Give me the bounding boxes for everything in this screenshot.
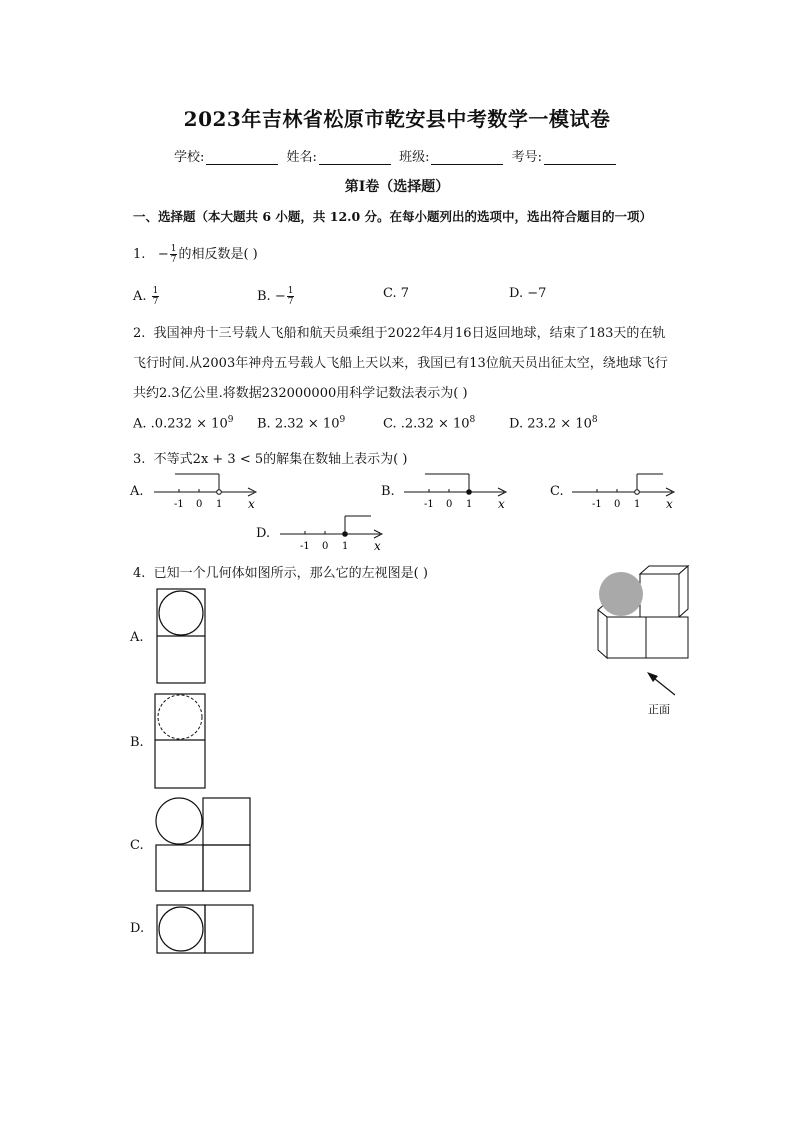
student-info-row (0, 146, 794, 165)
school-blank (206, 151, 278, 165)
q1-fraction: $\frac{1}{7}$ (170, 244, 177, 265)
q4-option-a-label[interactable]: A. (130, 630, 144, 645)
q4-option-d-label[interactable]: D. (130, 921, 145, 936)
class-label: 班级: (399, 150, 430, 165)
q1-number: 1. (133, 247, 146, 262)
q3-option-b-label[interactable]: B. (381, 484, 395, 499)
front-label: 正面 (648, 703, 670, 716)
name-label: 姓名: (286, 150, 317, 165)
section-title: 一、选择题（本大题共 6 小题，共 12.0 分。在每小题列出的选项中，选出符合题目的一项） (133, 209, 653, 224)
q3-option-d-label[interactable]: D. (256, 526, 271, 541)
svg-text:0: 0 (322, 541, 329, 552)
q2-option-d[interactable]: D. $23.2 \times 10^8$ (509, 415, 598, 432)
q4-option-c-label[interactable]: C. (130, 838, 144, 853)
svg-text:1: 1 (342, 541, 349, 552)
svg-text:1: 1 (216, 499, 223, 510)
exam-no-label: 考号: (511, 150, 542, 165)
svg-text:0: 0 (446, 499, 453, 510)
part-title: 第Ⅰ卷（选择题） (344, 179, 450, 195)
q3-option-c-label[interactable]: C. (550, 484, 564, 499)
q2-option-a[interactable]: A. $.0.232 \times 10^9$ (133, 415, 234, 432)
q1-option-a[interactable]: A. $\frac{1}{7}$ (133, 286, 159, 307)
svg-text:1: 1 (634, 499, 641, 510)
q3-option-a-numberline[interactable] (150, 470, 262, 512)
sphere-shape (599, 572, 643, 616)
svg-text:x: x (248, 497, 255, 511)
q4-option-b-figure[interactable] (154, 693, 208, 791)
svg-text:x: x (666, 497, 673, 511)
svg-text:1: 1 (466, 499, 473, 510)
q3-option-d-numberline[interactable] (276, 512, 388, 554)
q1-stem: 的相反数是( ) (178, 247, 258, 262)
svg-text:-1: -1 (424, 499, 434, 510)
q3-option-a-label[interactable]: A. (130, 484, 144, 499)
svg-text:-1: -1 (592, 499, 602, 510)
svg-text:-1: -1 (300, 541, 310, 552)
school-label: 学校: (174, 150, 205, 165)
q1-minus: − (157, 247, 169, 262)
question-1 (133, 243, 258, 265)
question-4: 4. 已知一个几何体如图所示，那么它的左视图是( ) (133, 566, 428, 581)
class-blank (431, 151, 503, 165)
q3-option-b-numberline[interactable] (400, 470, 512, 512)
q2-option-b[interactable]: B. $2.32 \times 10^9$ (257, 415, 346, 432)
q1-option-b[interactable]: B. − $\frac{1}{7}$ (257, 286, 294, 307)
question-2-line-2: 飞行时间.从2003年神舟五号载人飞船上天以来，我国已有13位航天员出征太空，绕地球飞行 (133, 356, 668, 371)
q4-option-b-label[interactable]: B. (130, 735, 144, 750)
svg-text:x: x (374, 539, 381, 553)
q3-option-c-numberline[interactable] (568, 470, 680, 512)
svg-text:-1: -1 (174, 499, 184, 510)
exam-no-blank (544, 151, 616, 165)
q4-solid-figure (594, 562, 694, 720)
q1-option-c[interactable]: C. 7 (383, 286, 410, 301)
svg-text:0: 0 (614, 499, 621, 510)
question-3: 3. 不等式2x + 3 < 5的解集在数轴上表示为( ) (133, 452, 408, 467)
svg-text:0: 0 (196, 499, 203, 510)
svg-text:x: x (498, 497, 505, 511)
q2-option-c[interactable]: C. $.2.32 \times 10^8$ (383, 415, 476, 432)
question-2-line-1: 2. 我国神舟十三号载人飞船和航天员乘组于2022年4月16日返回地球，结束了183天的在轨 (133, 326, 666, 341)
page-title: 2023年吉林省松原市乾安县中考数学一模试卷 (183, 107, 611, 131)
q4-option-c-figure[interactable] (154, 796, 254, 894)
name-blank (319, 151, 391, 165)
q4-option-a-figure[interactable] (156, 588, 208, 686)
q4-option-d-figure[interactable] (155, 904, 256, 956)
q1-option-d[interactable]: D. −7 (509, 286, 547, 301)
question-2-line-3: 共约2.3亿公里.将数据232000000用科学记数法表示为( ) (133, 386, 468, 401)
